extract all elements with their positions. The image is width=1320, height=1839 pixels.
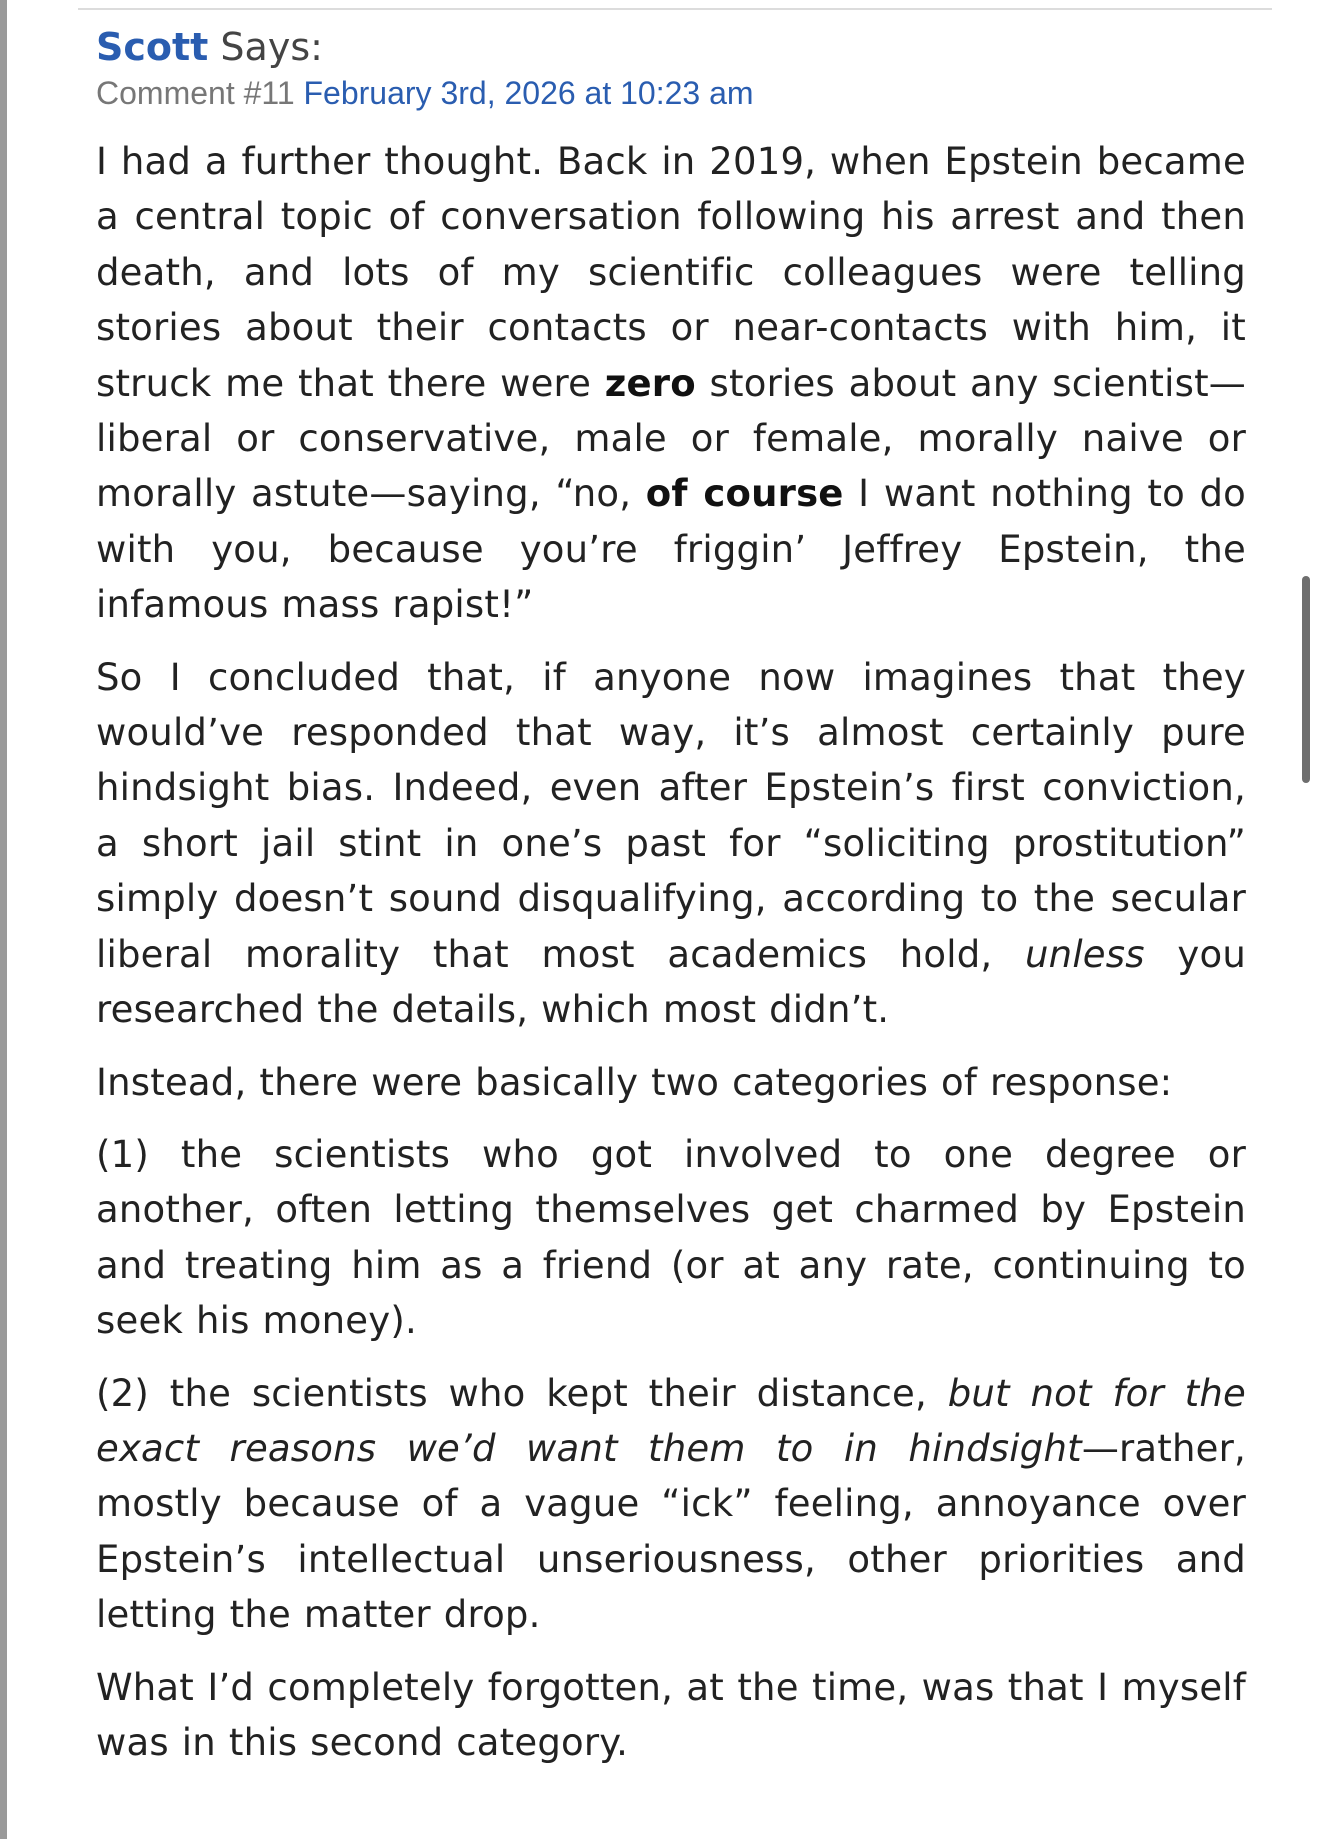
says-label: Says:	[208, 25, 323, 69]
comment-paragraph-4: (1) the scientists who got involved to one degree or another, often letting themselves get charmed by Epstein and treating him as a friend (or at any rate, continuing to seek his money).	[96, 1132, 1246, 1343]
comment-paragraph-6: What I’d completely forgotten, at the time, was that I myself was in this second category.	[96, 1665, 1246, 1764]
comment-paragraph-2: So I concluded that, if anyone now imagines that they would’ve responded that way, it’s almost certainly pure hindsight bias. Indeed, even after Epstein’s first conviction, a short jail stint in one’s past for “soliciting prostitution” simply doesn’t sound disqualifying, according to the secular liberal morality that most academics hold, unless you researched the details, which most didn’t.	[96, 655, 1246, 1032]
comment-separator	[78, 8, 1272, 10]
comment-date-link[interactable]: February 3rd, 2026 at 10:23 am	[303, 75, 754, 111]
scrollbar-thumb[interactable]	[1302, 576, 1310, 783]
emphasis-hindsight: but not for the exact reasons we’d want them to in hindsight	[96, 1371, 1246, 1470]
emphasis-unless: unless	[1025, 932, 1145, 976]
comment-author-line	[96, 22, 1246, 72]
emphasis-zero: zero	[604, 361, 696, 405]
left-window-edge	[0, 0, 7, 1839]
comment-paragraph-3: Instead, there were basically two categories of response:	[96, 1060, 1173, 1104]
comment-author-link[interactable]: Scott	[96, 25, 209, 69]
comment-paragraph-5: (2) the scientists who kept their distance, but not for the exact reasons we’d want them to in hindsight—rather, mostly because of a vague “ick” feeling, annoyance over Epstein’s intellectual unseriousness, other priorities and letting the matter drop.	[96, 1371, 1246, 1637]
comment-number: Comment #11	[96, 75, 295, 111]
emphasis-of-course: of course	[645, 472, 844, 516]
comment-meta	[96, 72, 1246, 114]
comment-paragraph-1: I had a further thought. Back in 2019, when Epstein became a central topic of conversation following his arrest and then death, and lots of my scientific colleagues were telling stories about their contacts or near-contacts with him, it struck me that there were zero stories about any scientist—liberal or conservative, male or female, morally naive or morally astute—saying, “no, of course I want nothing to do with you, because you’re friggin’ Jeffrey Epstein, the infamous mass rapist!”	[96, 140, 1246, 627]
comment-block	[96, 22, 1246, 1787]
